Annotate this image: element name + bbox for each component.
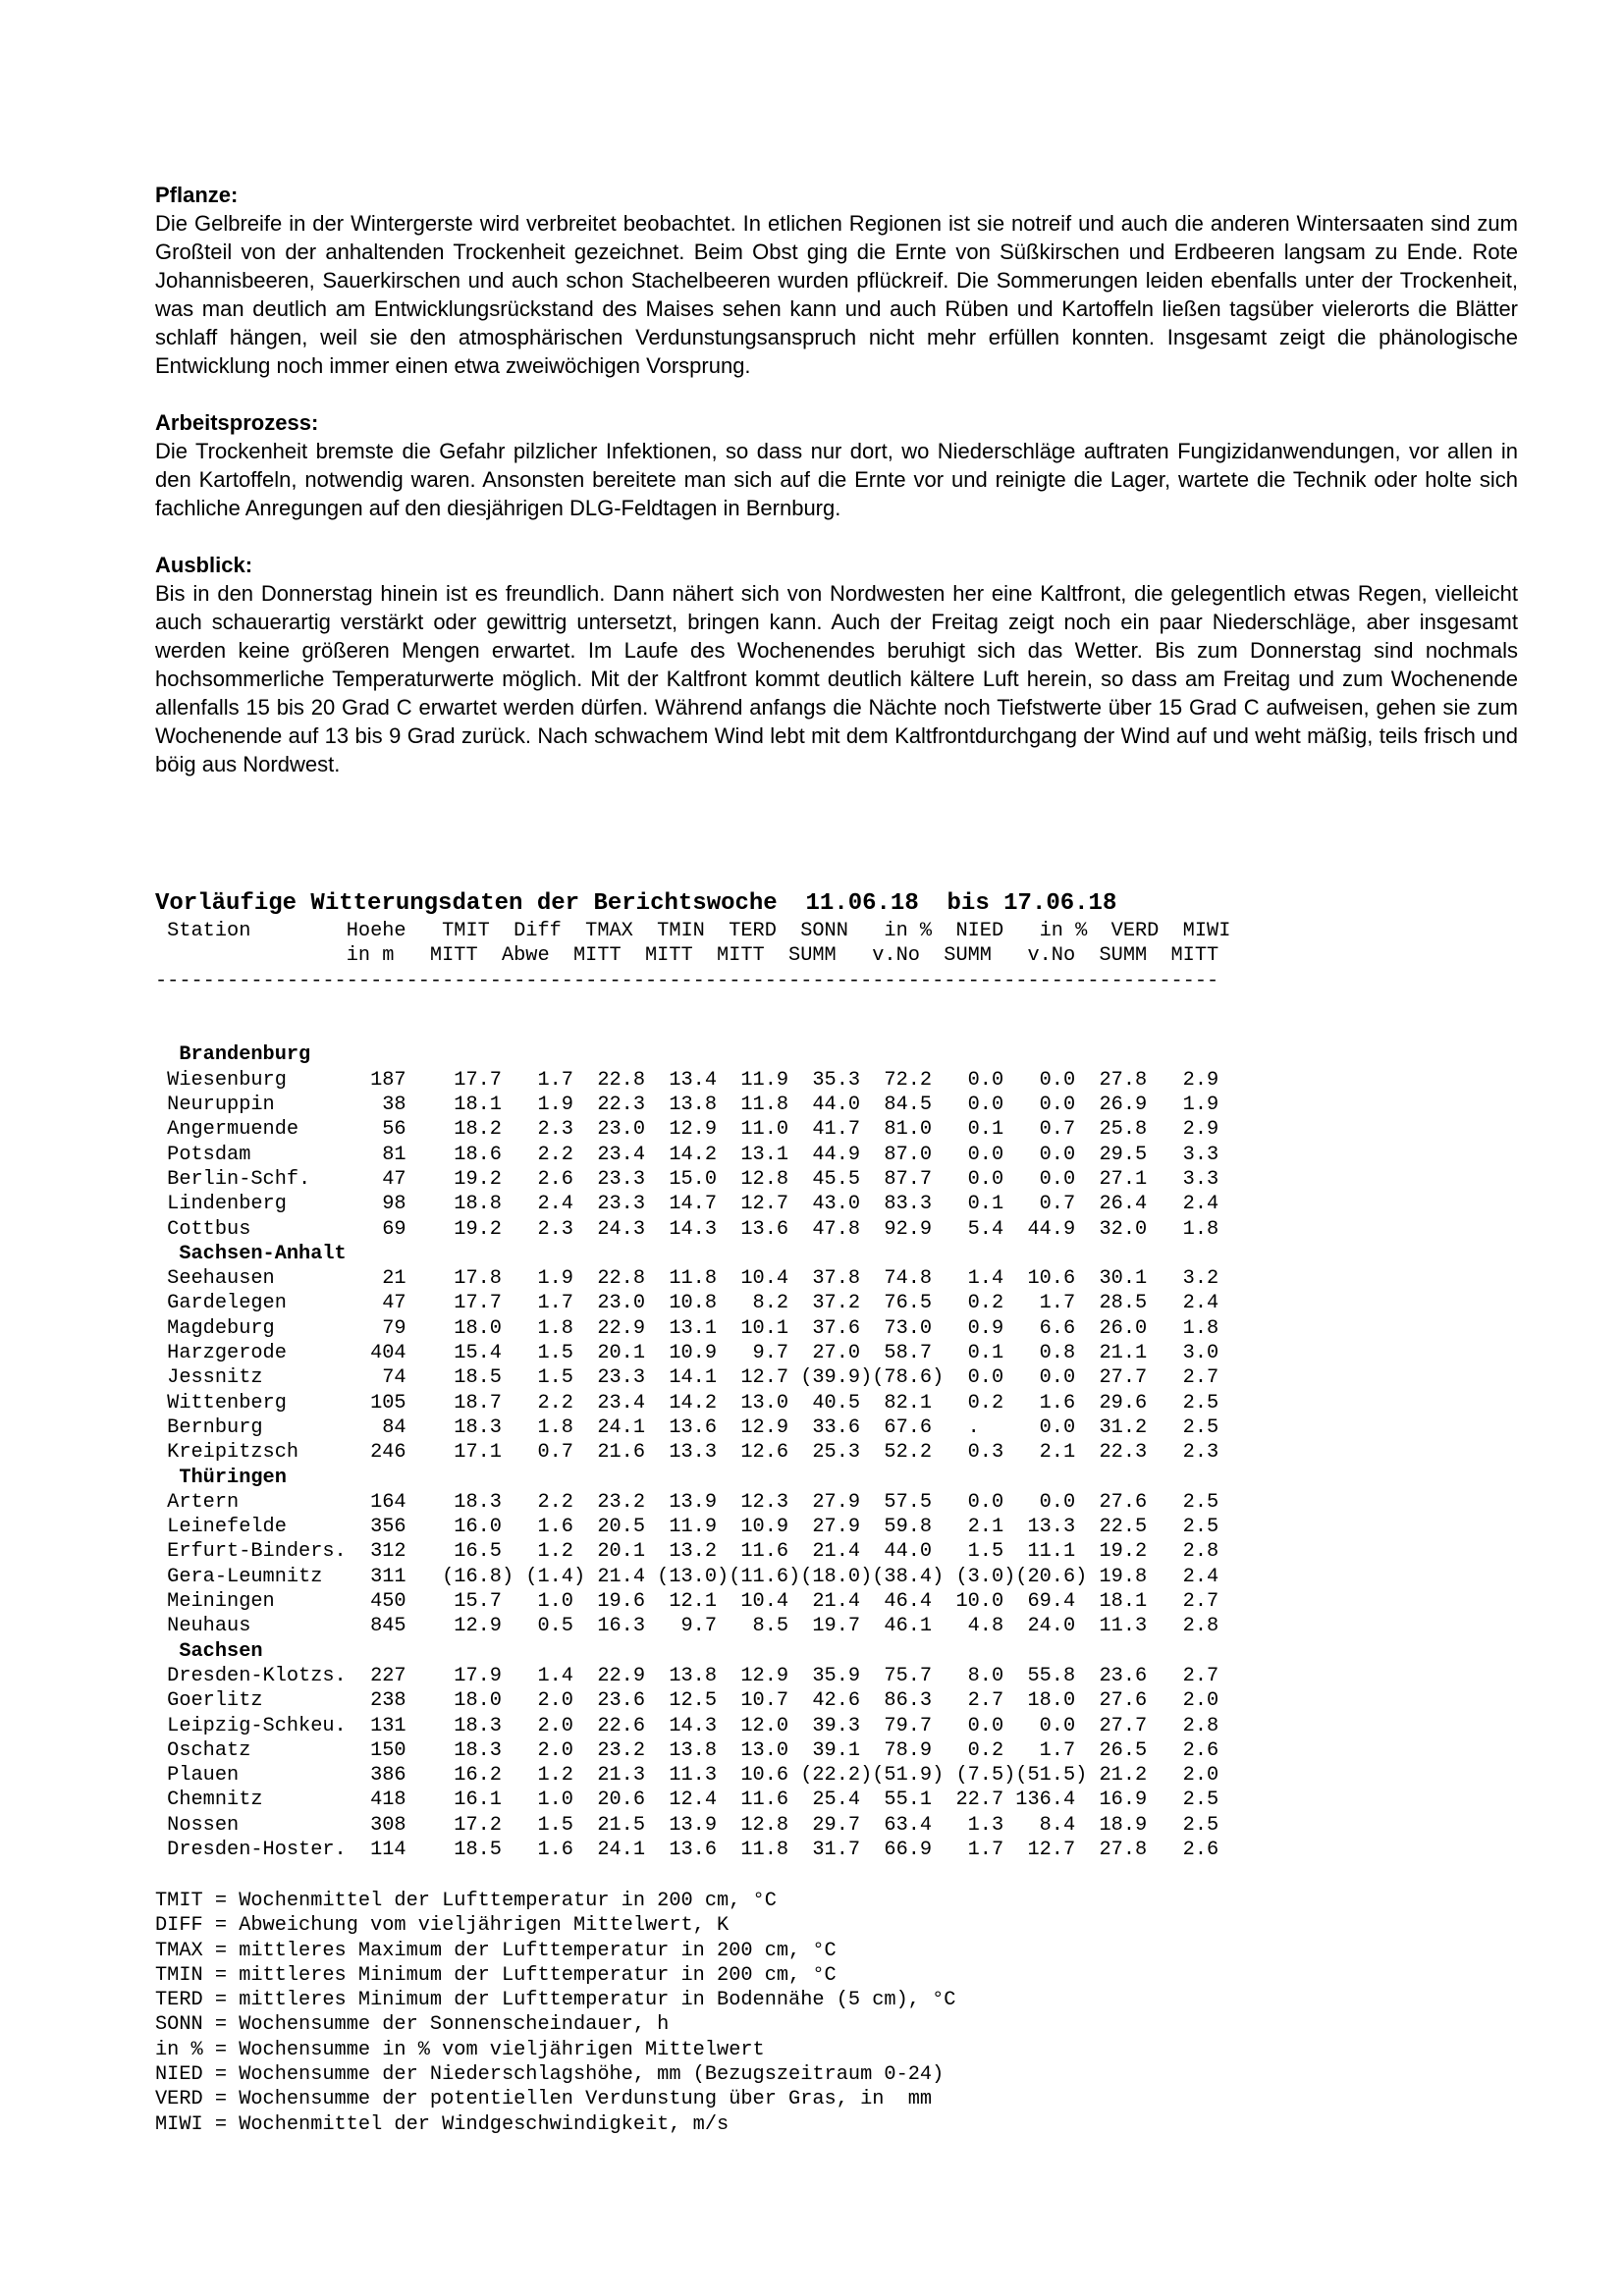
table-row: Neuhaus 845 12.9 0.5 16.3 9.7 8.5 19.7 46.1 4.8 24.0 11.3 2.8 [155, 1615, 1219, 1638]
table-row: Seehausen 21 17.8 1.9 22.8 11.8 10.4 37.8 74.8 1.4 10.6 30.1 3.2 [155, 1267, 1219, 1291]
table-row: Magdeburg 79 18.0 1.8 22.9 13.1 10.1 37.6 73.0 0.9 6.6 26.0 1.8 [155, 1316, 1219, 1340]
table-row: Lindenberg 98 18.8 2.4 23.3 14.7 12.7 43.0 83.3 0.1 0.7 26.4 2.4 [155, 1193, 1219, 1216]
table-row: Nossen 308 17.2 1.5 21.5 13.9 12.8 29.7 63.4 1.3 8.4 18.9 2.5 [155, 1813, 1219, 1837]
weather-data-table [155, 889, 1530, 1862]
table-row: Gardelegen 47 17.7 1.7 23.0 10.8 8.2 37.2 76.5 0.2 1.7 28.5 2.4 [155, 1292, 1219, 1315]
section-paragraph: Die Trockenheit bremste die Gefahr pilzlicher Infektionen, so dass nur dort, wo Niederschläge auftraten Fungizidanwendungen, vor allen in den Kartoffeln, notwendig waren. Ansonsten bereitete man sich auf die Ernte vor und reinigte die Lager, wartete die Technik oder holte sich fachliche Anregungen auf den diesjährigen DLG-Feldtagen in Bernburg. [155, 439, 1518, 520]
legend-item: TERD = mittleres Minimum der Lufttemperatur in Bodennähe (5 cm), °C [155, 1989, 956, 2012]
table-row: Leinefelde 356 16.0 1.6 20.5 11.9 10.9 27.9 59.8 2.1 13.3 22.5 2.5 [155, 1516, 1219, 1539]
table-legend [155, 1889, 955, 2137]
section-pflanze [155, 181, 1518, 380]
section-heading: Arbeitsprozess: [155, 410, 319, 435]
legend-item: TMIN = mittleres Minimum der Lufttemperatur in 200 cm, °C [155, 1963, 837, 1987]
table-header-row-2: in m MITT Abwe MITT MITT MITT SUMM v.No SUMM v.No SUMM MITT [155, 944, 1219, 968]
table-spacer [155, 1018, 1530, 1042]
table-spacer [155, 993, 1530, 1018]
table-row: Goerlitz 238 18.0 2.0 23.6 12.5 10.7 42.6 86.3 2.7 18.0 27.6 2.0 [155, 1689, 1219, 1713]
table-row: Wittenberg 105 18.7 2.2 23.4 14.2 13.0 40.5 82.1 0.2 1.6 29.6 2.5 [155, 1391, 1219, 1415]
table-row: Oschatz 150 18.3 2.0 23.2 13.8 13.0 39.1 78.9 0.2 1.7 26.5 2.6 [155, 1738, 1219, 1762]
legend-item: in % = Wochensumme in % vom vieljährigen Mittelwert [155, 2038, 765, 2061]
region-heading: Sachsen-Anhalt [155, 1242, 347, 1265]
legend-item: MIWI = Wochenmittel der Windgeschwindigkeit, m/s [155, 2112, 730, 2136]
region-heading: Sachsen [155, 1639, 263, 1663]
table-row: Leipzig-Schkeu. 131 18.3 2.0 22.6 14.3 12.0 39.3 79.7 0.0 0.0 27.7 2.8 [155, 1714, 1219, 1737]
legend-item: TMAX = mittleres Maximum der Lufttemperatur in 200 cm, °C [155, 1939, 837, 1962]
table-row: Wiesenburg 187 17.7 1.7 22.8 13.4 11.9 35.3 72.2 0.0 0.0 27.8 2.9 [155, 1068, 1219, 1092]
table-row: Gera-Leumnitz 311 (16.8) (1.4) 21.4 (13.0)(11.6)(18.0)(38.4) (3.0)(20.6) 19.8 2.4 [155, 1565, 1219, 1588]
legend-item: SONN = Wochensumme der Sonnenscheindauer, h [155, 2013, 670, 2037]
table-row: Meiningen 450 15.7 1.0 19.6 12.1 10.4 21.4 46.4 10.0 69.4 18.1 2.7 [155, 1590, 1219, 1614]
table-row: Dresden-Hoster. 114 18.5 1.6 24.1 13.6 11.8 31.7 66.9 1.7 12.7 27.8 2.6 [155, 1838, 1219, 1861]
section-paragraph: Bis in den Donnerstag hinein ist es freundlich. Dann nähert sich von Nordwesten her eine Kaltfront, die gelegentlich etwas Regen, vielleicht auch schauerartig verstärkt oder gewittrig untersetzt, bringen kann. Auch der Freitag zeigt noch ein paar Niederschläge, aber insgesamt werden keine größeren Mengen erwartet. Im Laufe des Wochenendes beruhigt sich das Wetter. Bis zum Donnerstag sind nochmals hochsommerliche Temperaturwerte möglich. Mit der Kaltfront kommt deutlich kältere Luft herein, so dass am Freitag und zum Wochenende allenfalls 15 bis 20 Grad C erwartet werden dürfen. Während anfangs die Nächte noch Tiefstwerte über 15 Grad C aufweisen, gehen sie zum Wochenende auf 13 bis 9 Grad zurück. Nach schwachem Wind lebt mit dem Kaltfrontdurchgang der Wind auf und weht mäßig, teils frisch und böig aus Nordwest. [155, 581, 1518, 776]
table-row: Chemnitz 418 16.1 1.0 20.6 12.4 11.6 25.4 55.1 22.7 136.4 16.9 2.5 [155, 1789, 1219, 1812]
table-row: Plauen 386 16.2 1.2 21.3 11.3 10.6 (22.2)(51.9) (7.5)(51.5) 21.2 2.0 [155, 1764, 1219, 1788]
legend-item: VERD = Wochensumme der potentiellen Verdunstung über Gras, in mm [155, 2088, 933, 2111]
table-row: Jessnitz 74 18.5 1.5 23.3 14.1 12.7 (39.9)(78.6) 0.0 0.0 27.7 2.7 [155, 1366, 1219, 1390]
legend-item: NIED = Wochensumme der Niederschlagshöhe, mm (Bezugszeitraum 0-24) [155, 2063, 945, 2087]
section-ausblick [155, 551, 1518, 778]
table-row: Dresden-Klotzs. 227 17.9 1.4 22.9 13.8 12.9 35.9 75.7 8.0 55.8 23.6 2.7 [155, 1664, 1219, 1687]
table-row: Potsdam 81 18.6 2.2 23.4 14.2 13.1 44.9 87.0 0.0 0.0 29.5 3.3 [155, 1143, 1219, 1166]
table-row: Erfurt-Binders. 312 16.5 1.2 20.1 13.2 11.6 21.4 44.0 1.5 11.1 19.2 2.8 [155, 1540, 1219, 1564]
section-arbeitsprozess [155, 408, 1518, 522]
region-heading: Brandenburg [155, 1043, 311, 1067]
report-text [155, 181, 1518, 807]
section-heading: Ausblick: [155, 553, 253, 577]
legend-item: DIFF = Abweichung vom vieljährigen Mittelwert, K [155, 1914, 730, 1938]
table-row: Berlin-Schf. 47 19.2 2.6 23.3 15.0 12.8 45.5 87.7 0.0 0.0 27.1 3.3 [155, 1167, 1219, 1191]
table-title: Vorläufige Witterungsdaten der Berichtswoche 11.06.18 bis 17.06.18 [155, 890, 1117, 917]
table-row: Bernburg 84 18.3 1.8 24.1 13.6 12.9 33.6 67.6 . 0.0 31.2 2.5 [155, 1415, 1219, 1439]
table-groups [155, 1042, 1530, 1862]
table-row: Artern 164 18.3 2.2 23.2 13.9 12.3 27.9 57.5 0.0 0.0 27.6 2.5 [155, 1490, 1219, 1514]
table-row: Neuruppin 38 18.1 1.9 22.3 13.8 11.8 44.0 84.5 0.0 0.0 26.9 1.9 [155, 1094, 1219, 1117]
table-separator: ----------------------------------------------------------------------------------------- [155, 969, 1219, 992]
table-row: Cottbus 69 19.2 2.3 24.3 14.3 13.6 47.8 92.9 5.4 44.9 32.0 1.8 [155, 1217, 1219, 1241]
table-header-row-1: Station Hoehe TMIT Diff TMAX TMIN TERD SONN in % NIED in % VERD MIWI [155, 920, 1231, 942]
region-heading: Thüringen [155, 1466, 287, 1489]
table-row: Kreipitzsch 246 17.1 0.7 21.6 13.3 12.6 25.3 52.2 0.3 2.1 22.3 2.3 [155, 1441, 1219, 1465]
table-row: Angermuende 56 18.2 2.3 23.0 12.9 11.0 41.7 81.0 0.1 0.7 25.8 2.9 [155, 1118, 1219, 1142]
section-heading: Pflanze: [155, 183, 239, 207]
table-row: Harzgerode 404 15.4 1.5 20.1 10.9 9.7 27.0 58.7 0.1 0.8 21.1 3.0 [155, 1342, 1219, 1365]
section-paragraph: Die Gelbreife in der Wintergerste wird verbreitet beobachtet. In etlichen Regionen ist sie notreif und auch die anderen Wintersaaten sind zum Großteil von der anhaltenden Trockenheit gezeichnet. Beim Obst ging die Ernte von Süßkirschen und Erdbeeren langsam zu Ende. Rote Johannisbeeren, Sauerkirschen und auch schon Stachelbeeren wurden pflückreif. Die Sommerungen leiden ebenfalls unter der Trockenheit, was man deutlich am Entwicklungsrückstand des Maises sehen kann und auch Rüben und Kartoffeln ließen tagsüber vielerorts die Blätter schlaff hängen, weil sie den atmosphärischen Verdunstungsanspruch nicht mehr erfüllen konnten. Insgesamt zeigt die phänologische Entwicklung noch immer einen etwa zweiwöchigen Vorsprung. [155, 211, 1518, 378]
legend-item: TMIT = Wochenmittel der Lufttemperatur in 200 cm, °C [155, 1890, 777, 1912]
